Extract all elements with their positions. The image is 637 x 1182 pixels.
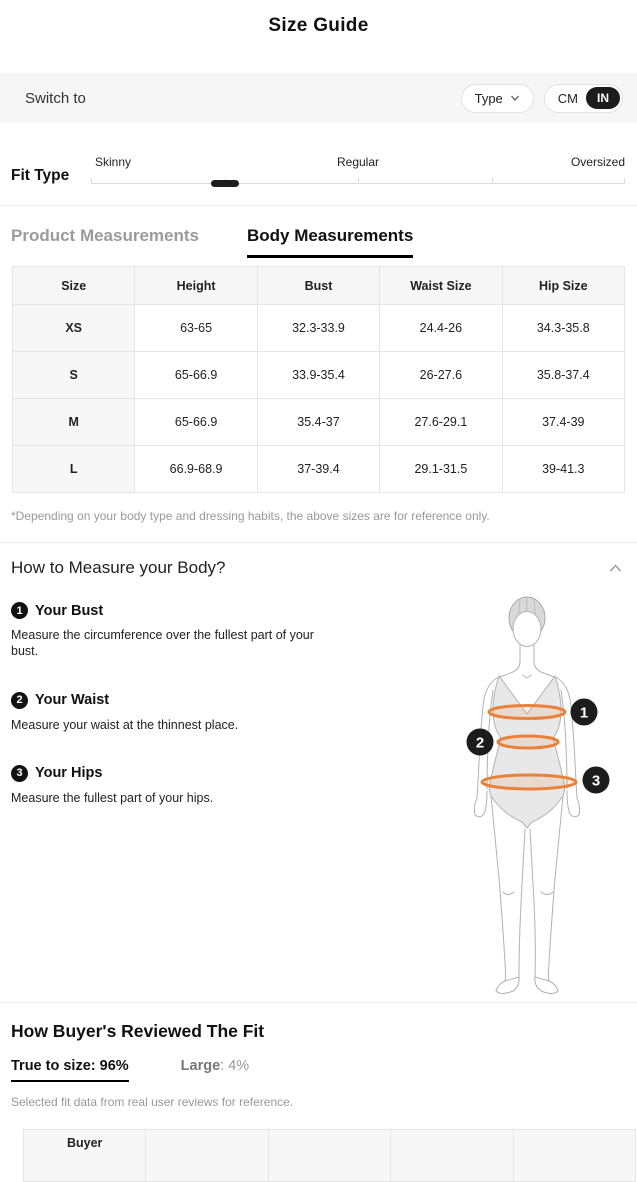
measure-item-title: Your Hips xyxy=(35,765,103,782)
how-to-measure-section xyxy=(0,542,637,1002)
cell-size: M xyxy=(13,399,135,446)
col-header-hip: Hip Size xyxy=(502,267,624,305)
step-2-badge: 2 xyxy=(11,692,28,709)
cell-value: 29.1-31.5 xyxy=(380,446,502,493)
step-1-badge: 1 xyxy=(11,602,28,619)
cell-value: 34.3-35.8 xyxy=(502,305,624,352)
cell-value: 39-41.3 xyxy=(502,446,624,493)
cell-value: 66.9-68.9 xyxy=(135,446,257,493)
figure-bodysuit xyxy=(490,676,565,828)
col-header xyxy=(513,1130,635,1182)
measure-item-hips xyxy=(11,765,400,806)
svg-text:2: 2 xyxy=(475,734,485,752)
fit-scale-label-skinny: Skinny xyxy=(95,155,132,169)
fit-scale-tick xyxy=(91,178,92,184)
fit-review-note: Selected fit data from real user reviews for reference. xyxy=(11,1095,294,1109)
measure-item-title: Your Waist xyxy=(35,692,110,708)
table-footnote: *Depending on your body type and dressing habits, the above sizes are for reference only. xyxy=(11,509,490,523)
body-measurements-table xyxy=(12,266,625,493)
measure-item-waist xyxy=(11,692,400,733)
table-row xyxy=(13,352,625,399)
type-dropdown-button[interactable] xyxy=(461,84,534,113)
fit-scale-tick xyxy=(492,178,493,184)
table-header-row xyxy=(13,267,625,305)
figure-head xyxy=(513,612,541,647)
buyer-review-table xyxy=(23,1129,636,1182)
body-measurement-figure xyxy=(427,587,634,999)
figure-badge-2 xyxy=(467,729,494,756)
cell-value: 24.4-26 xyxy=(380,305,502,352)
measure-item-desc: Measure the fullest part of your hips. xyxy=(11,790,214,805)
svg-text:1: 1 xyxy=(579,704,589,722)
bust-tape xyxy=(489,706,565,719)
fit-review-section xyxy=(0,1002,637,1182)
col-header-size: Size xyxy=(13,267,135,305)
col-header xyxy=(146,1130,268,1182)
cell-value: 65-66.9 xyxy=(135,399,257,446)
measurement-tabs xyxy=(0,206,637,258)
tab-body-measurements[interactable]: Body Measurements xyxy=(247,226,413,258)
page-title: Size Guide xyxy=(268,15,369,36)
fit-scale-label-oversized: Oversized xyxy=(570,155,625,169)
col-header xyxy=(268,1130,390,1182)
table-row xyxy=(13,446,625,493)
fit-review-title: How Buyer's Reviewed The Fit xyxy=(11,1021,265,1041)
tab-product-measurements[interactable]: Product Measurements xyxy=(11,226,199,245)
unit-switch-bar xyxy=(0,73,637,123)
fit-type-indicator xyxy=(211,180,239,187)
cell-size: S xyxy=(13,352,135,399)
stat-large-value: : 4% xyxy=(220,1058,250,1074)
cell-value: 27.6-29.1 xyxy=(380,399,502,446)
fit-scale-tick xyxy=(358,178,359,184)
cell-value: 63-65 xyxy=(135,305,257,352)
fit-type-row xyxy=(0,153,637,193)
hip-tape xyxy=(482,775,576,789)
svg-text:3: 3 xyxy=(591,772,601,790)
unit-cm-option[interactable]: CM xyxy=(557,90,578,106)
col-header-waist: Waist Size xyxy=(380,267,502,305)
switch-to-label: Switch to xyxy=(25,89,86,107)
col-header-height: Height xyxy=(135,267,257,305)
cell-value: 32.3-33.9 xyxy=(257,305,379,352)
fit-scale-label-regular: Regular xyxy=(336,155,380,169)
type-dropdown-label: Type xyxy=(474,90,503,106)
stat-large[interactable] xyxy=(181,1058,250,1074)
measure-item-desc: Measure your waist at the thinnest place. xyxy=(11,717,239,732)
cell-value: 37.4-39 xyxy=(502,399,624,446)
col-header-bust: Bust xyxy=(257,267,379,305)
stat-large-label: Large xyxy=(180,1058,221,1074)
cell-value: 37-39.4 xyxy=(257,446,379,493)
cell-value: 35.4-37 xyxy=(257,399,379,446)
fit-type-label: Fit Type xyxy=(11,167,70,184)
measure-instructions xyxy=(0,602,400,806)
unit-in-option-selected[interactable]: IN xyxy=(586,87,620,109)
col-header xyxy=(391,1130,513,1182)
col-header-buyer: Buyer xyxy=(24,1130,146,1182)
figure-badge-1 xyxy=(571,699,598,726)
cell-size: XS xyxy=(13,305,135,352)
fit-type-scale xyxy=(91,153,625,193)
cell-size: L xyxy=(13,446,135,493)
table-header-row xyxy=(24,1130,636,1182)
unit-toggle[interactable] xyxy=(544,84,623,113)
measure-item-desc: Measure the circumference over the fullest part of your bust. xyxy=(11,628,314,659)
waist-tape xyxy=(498,736,558,748)
measure-item-title: Your Bust xyxy=(35,602,104,619)
how-to-measure-title: How to Measure your Body? xyxy=(11,558,226,577)
step-3-badge: 3 xyxy=(11,765,28,782)
cell-value: 33.9-35.4 xyxy=(257,352,379,399)
cell-value: 35.8-37.4 xyxy=(502,352,624,399)
fit-review-stats xyxy=(11,1058,625,1082)
fit-scale-tick xyxy=(624,178,625,184)
table-row xyxy=(13,305,625,352)
cell-value: 26-27.6 xyxy=(380,352,502,399)
table-row xyxy=(13,399,625,446)
cell-value: 65-66.9 xyxy=(135,352,257,399)
chevron-up-icon[interactable] xyxy=(608,561,623,576)
chevron-down-icon xyxy=(510,93,520,103)
measure-item-bust xyxy=(11,602,400,660)
stat-true-to-size[interactable]: True to size: 96% xyxy=(11,1058,129,1082)
figure-badge-3 xyxy=(583,767,610,794)
